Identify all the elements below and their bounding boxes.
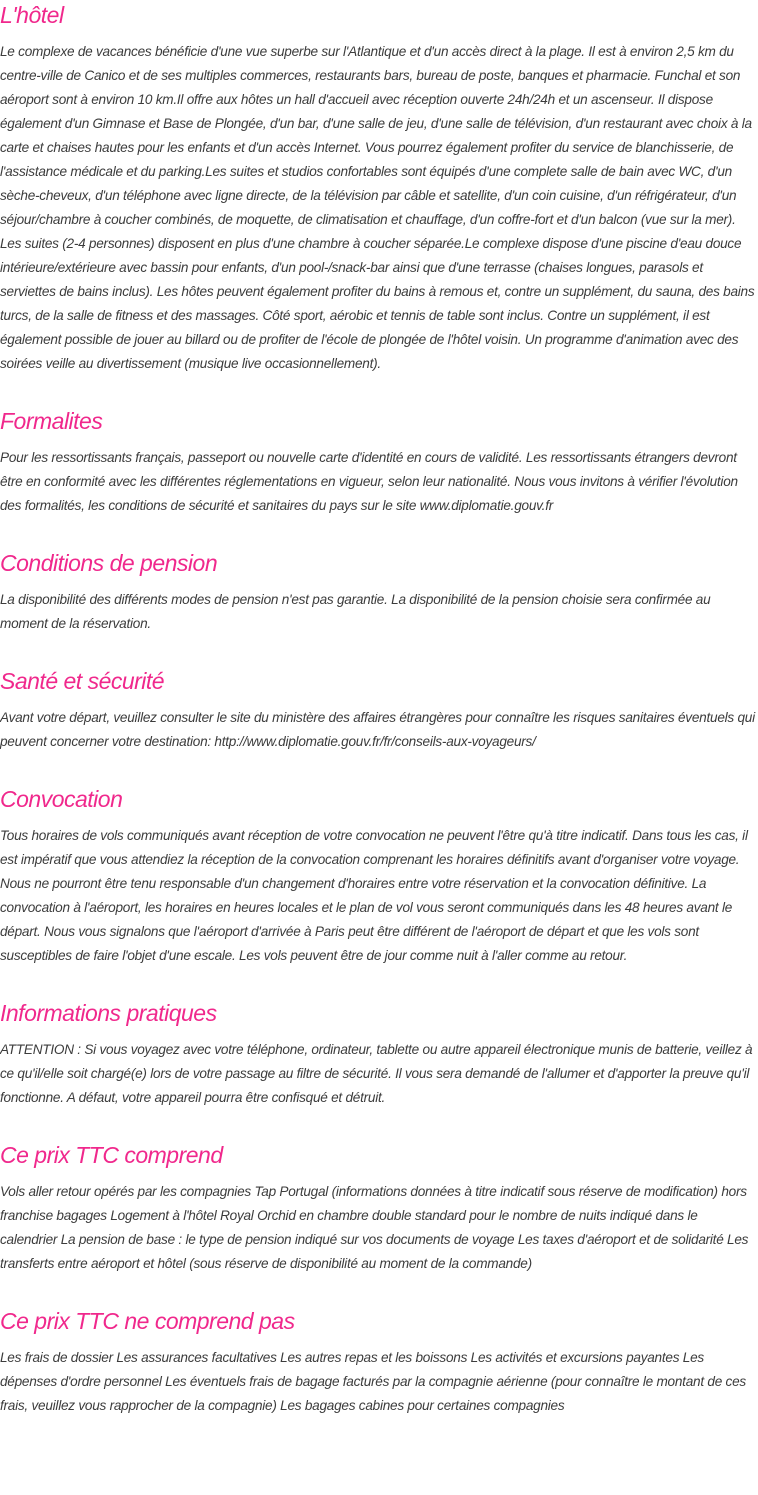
section-text: Pour les ressortissants français, passeport ou nouvelle carte d'identité en cours de validité. Les ressortissants étrangers devront être en conformité avec les différentes réglementations en vigueur, selon leur nationalité. Nous vous invitons à vérifier l'évolution des formalités, les conditions de sécurité et sanitaires du pays sur le site www.diplomatie.gouv.fr <box>0 450 738 513</box>
section-text: Avant votre départ, veuillez consulter le site du ministère des affaires étrangères pour connaître les risques sanitaires éventuels qui peuvent concerner votre destination: http://www.diplomatie.gouv.fr/fr/conseils-aux-voyageurs/ <box>0 710 755 749</box>
section-title: Informations pratiques <box>0 1000 217 1026</box>
section-convocation <box>0 784 758 968</box>
section-text: Les frais de dossier Les assurances facultatives Les autres repas et les boissons Les activités et excursions payantes Les dépenses d'ordre personnel Les éventuels frais de bagage facturés par la compagnie aérienne (pour connaître le montant de ces frais, veuillez vous rapprocher de la compagnie) Les bagages cabines pour certaines compagnies <box>0 1350 746 1413</box>
section-prix-ne-comprend-pas <box>0 1306 758 1418</box>
section-title: Conditions de pension <box>0 550 218 576</box>
section-informations-pratiques <box>0 998 758 1110</box>
section-title: Formalites <box>0 408 103 434</box>
section-hotel <box>0 0 758 376</box>
section-text: Tous horaires de vols communiqués avant réception de votre convocation ne peuvent l'être qu'à titre indicatif. Dans tous les cas, il est impératif que vous attendiez la réception de la convocation comprenant les horaires définitifs avant d'organiser votre voyage. Nous ne pourront être tenu responsable d'un changement d'horaires entre votre réservation et la convocation définitive. La convocation à l'aéroport, les horaires en heures locales et le plan de vol vous seront communiqués dans les 48 heures avant le départ. Nous vous signalons que l'aéroport d'arrivée à Paris peut être différent de l'aéroport de départ et que les vols sont susceptibles de faire l'objet d'une escale. Les vols peuvent être de jour comme nuit à l'aller comme au retour. <box>0 828 748 963</box>
section-text: Vols aller retour opérés par les compagnies Tap Portugal (informations données à titre indicatif sous réserve de modification) hors franchise bagages Logement à l'hôtel Royal Orchid en chambre double standard pour le nombre de nuits indiqué dans le calendrier La pension de base : le type de pension indiqué sur vos documents de voyage Les taxes d'aéroport et de solidarité Les transferts entre aéroport et hôtel (sous réserve de disponibilité au moment de la commande) <box>0 1184 749 1271</box>
section-title: L'hôtel <box>0 2 64 28</box>
section-title: Convocation <box>0 786 123 812</box>
section-prix-comprend <box>0 1140 758 1276</box>
section-formalites <box>0 406 758 518</box>
section-text: Le complexe de vacances bénéficie d'une vue superbe sur l'Atlantique et d'un accès direct à la plage. Il est à environ 2,5 km du centre-ville de Canico et de ses multiples commerces, restaurants bars, bureau de poste, banques et pharmacie. Funchal et son aéroport sont à environ 10 km.Il offre aux hôtes un hall d'accueil avec réception ouverte 24h/24h et un ascenseur. Il dispose également d'un Gimnase et Base de Plongée, d'un bar, d'une salle de jeu, d'une salle de télévision, d'un restaurant avec choix à la carte et chaises hautes pour les enfants et d'un accès Internet. Vous pourrez également profiter du service de blanchisserie, de l'assistance médicale et du parking.Les suites et studios confortables sont équipés d'une complete salle de bain avec WC, d'un sèche-cheveux, d'un téléphone avec ligne directe, de la télévision par câble et satellite, d'un coin cuisine, d'un réfrigérateur, d'un séjour/chambre à coucher combinés, de moquette, de climatisation et chauffage, d'un coffre-fort et d'un balcon (vue sur la mer). Les suites (2-4 personnes) disposent en plus d'une chambre à coucher séparée.Le complexe dispose d'une piscine d'eau douce intérieure/extérieure avec bassin pour enfants, d'un pool-/snack-bar ainsi que d'une terrasse (chaises longues, parasols et serviettes de bains inclus). Les hôtes peuvent également profiter du bains à remous et, contre un supplément, du sauna, des bains turcs, de la salle de fitness et des massages. Côté sport, aérobic et tennis de table sont inclus. Contre un supplément, il est également possible de jouer au billard ou de profiter de l'école de plongée de l'hôtel voisin. Un programme d'animation avec des soirées veille au divertissement (musique live occasionnellement). <box>0 44 755 371</box>
section-text: La disponibilité des différents modes de pension n'est pas garantie. La disponibilité de la pension choisie sera confirmée au moment de la réservation. <box>0 592 711 631</box>
section-title: Santé et sécurité <box>0 668 165 694</box>
section-text: ATTENTION : Si vous voyagez avec votre téléphone, ordinateur, tablette ou autre appareil électronique munis de batterie, veillez à ce qu'il/elle soit chargé(e) lors de votre passage au filtre de sécurité. Il vous sera demandé de l'allumer et d'apporter la preuve qu'il fonctionne. A défaut, votre appareil pourra être confisqué et détruit. <box>0 1042 753 1105</box>
section-conditions-pension <box>0 548 758 636</box>
section-sante-securite <box>0 666 758 754</box>
section-title: Ce prix TTC ne comprend pas <box>0 1308 295 1334</box>
section-title: Ce prix TTC comprend <box>0 1142 223 1168</box>
